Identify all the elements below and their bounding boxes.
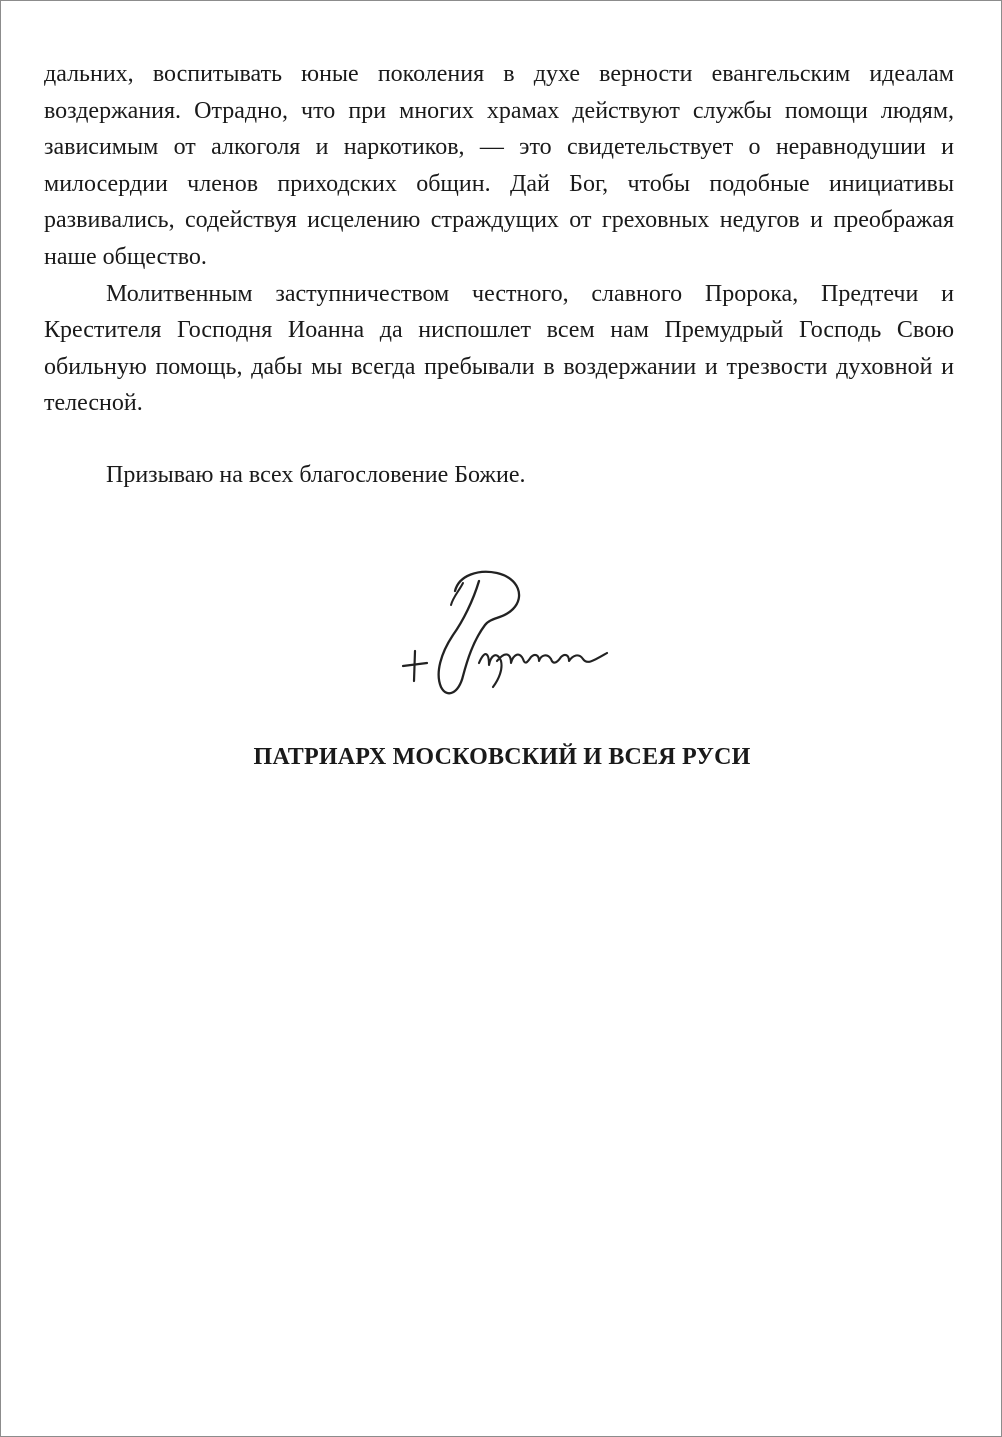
paragraph-continuation: дальних, воспитывать юные поколения в духе верности евангельским идеалам воздержания. Отрадно, что при многих храмах действуют службы помощи людям, зависимым от алкоголя и наркотиков, — это свидетельствует о неравнодушии и милосердии членов приходских общин. Дай Бог, чтобы подобные инициативы развивались, содействуя исцелению страждущих от греховных недугов и преображая наше общество. bbox=[44, 61, 954, 270]
closing-blessing: Призываю на всех благословение Божие. bbox=[106, 461, 526, 488]
letter-body bbox=[44, 56, 954, 494]
paragraph-prayer: Молитвенным заступничеством честного, славного Пророка, Предтечи и Крестителя Господня Иоанна да ниспошлет всем нам Премудрый Господь Свою обильную помощь, дабы мы всегда пребывали в воздержании и трезвости духовной и телесной. bbox=[44, 280, 954, 417]
handwritten-signature bbox=[393, 561, 613, 711]
signatory-title: ПАТРИАРХ МОСКОВСКИЙ И ВСЕЯ РУСИ bbox=[253, 744, 751, 770]
